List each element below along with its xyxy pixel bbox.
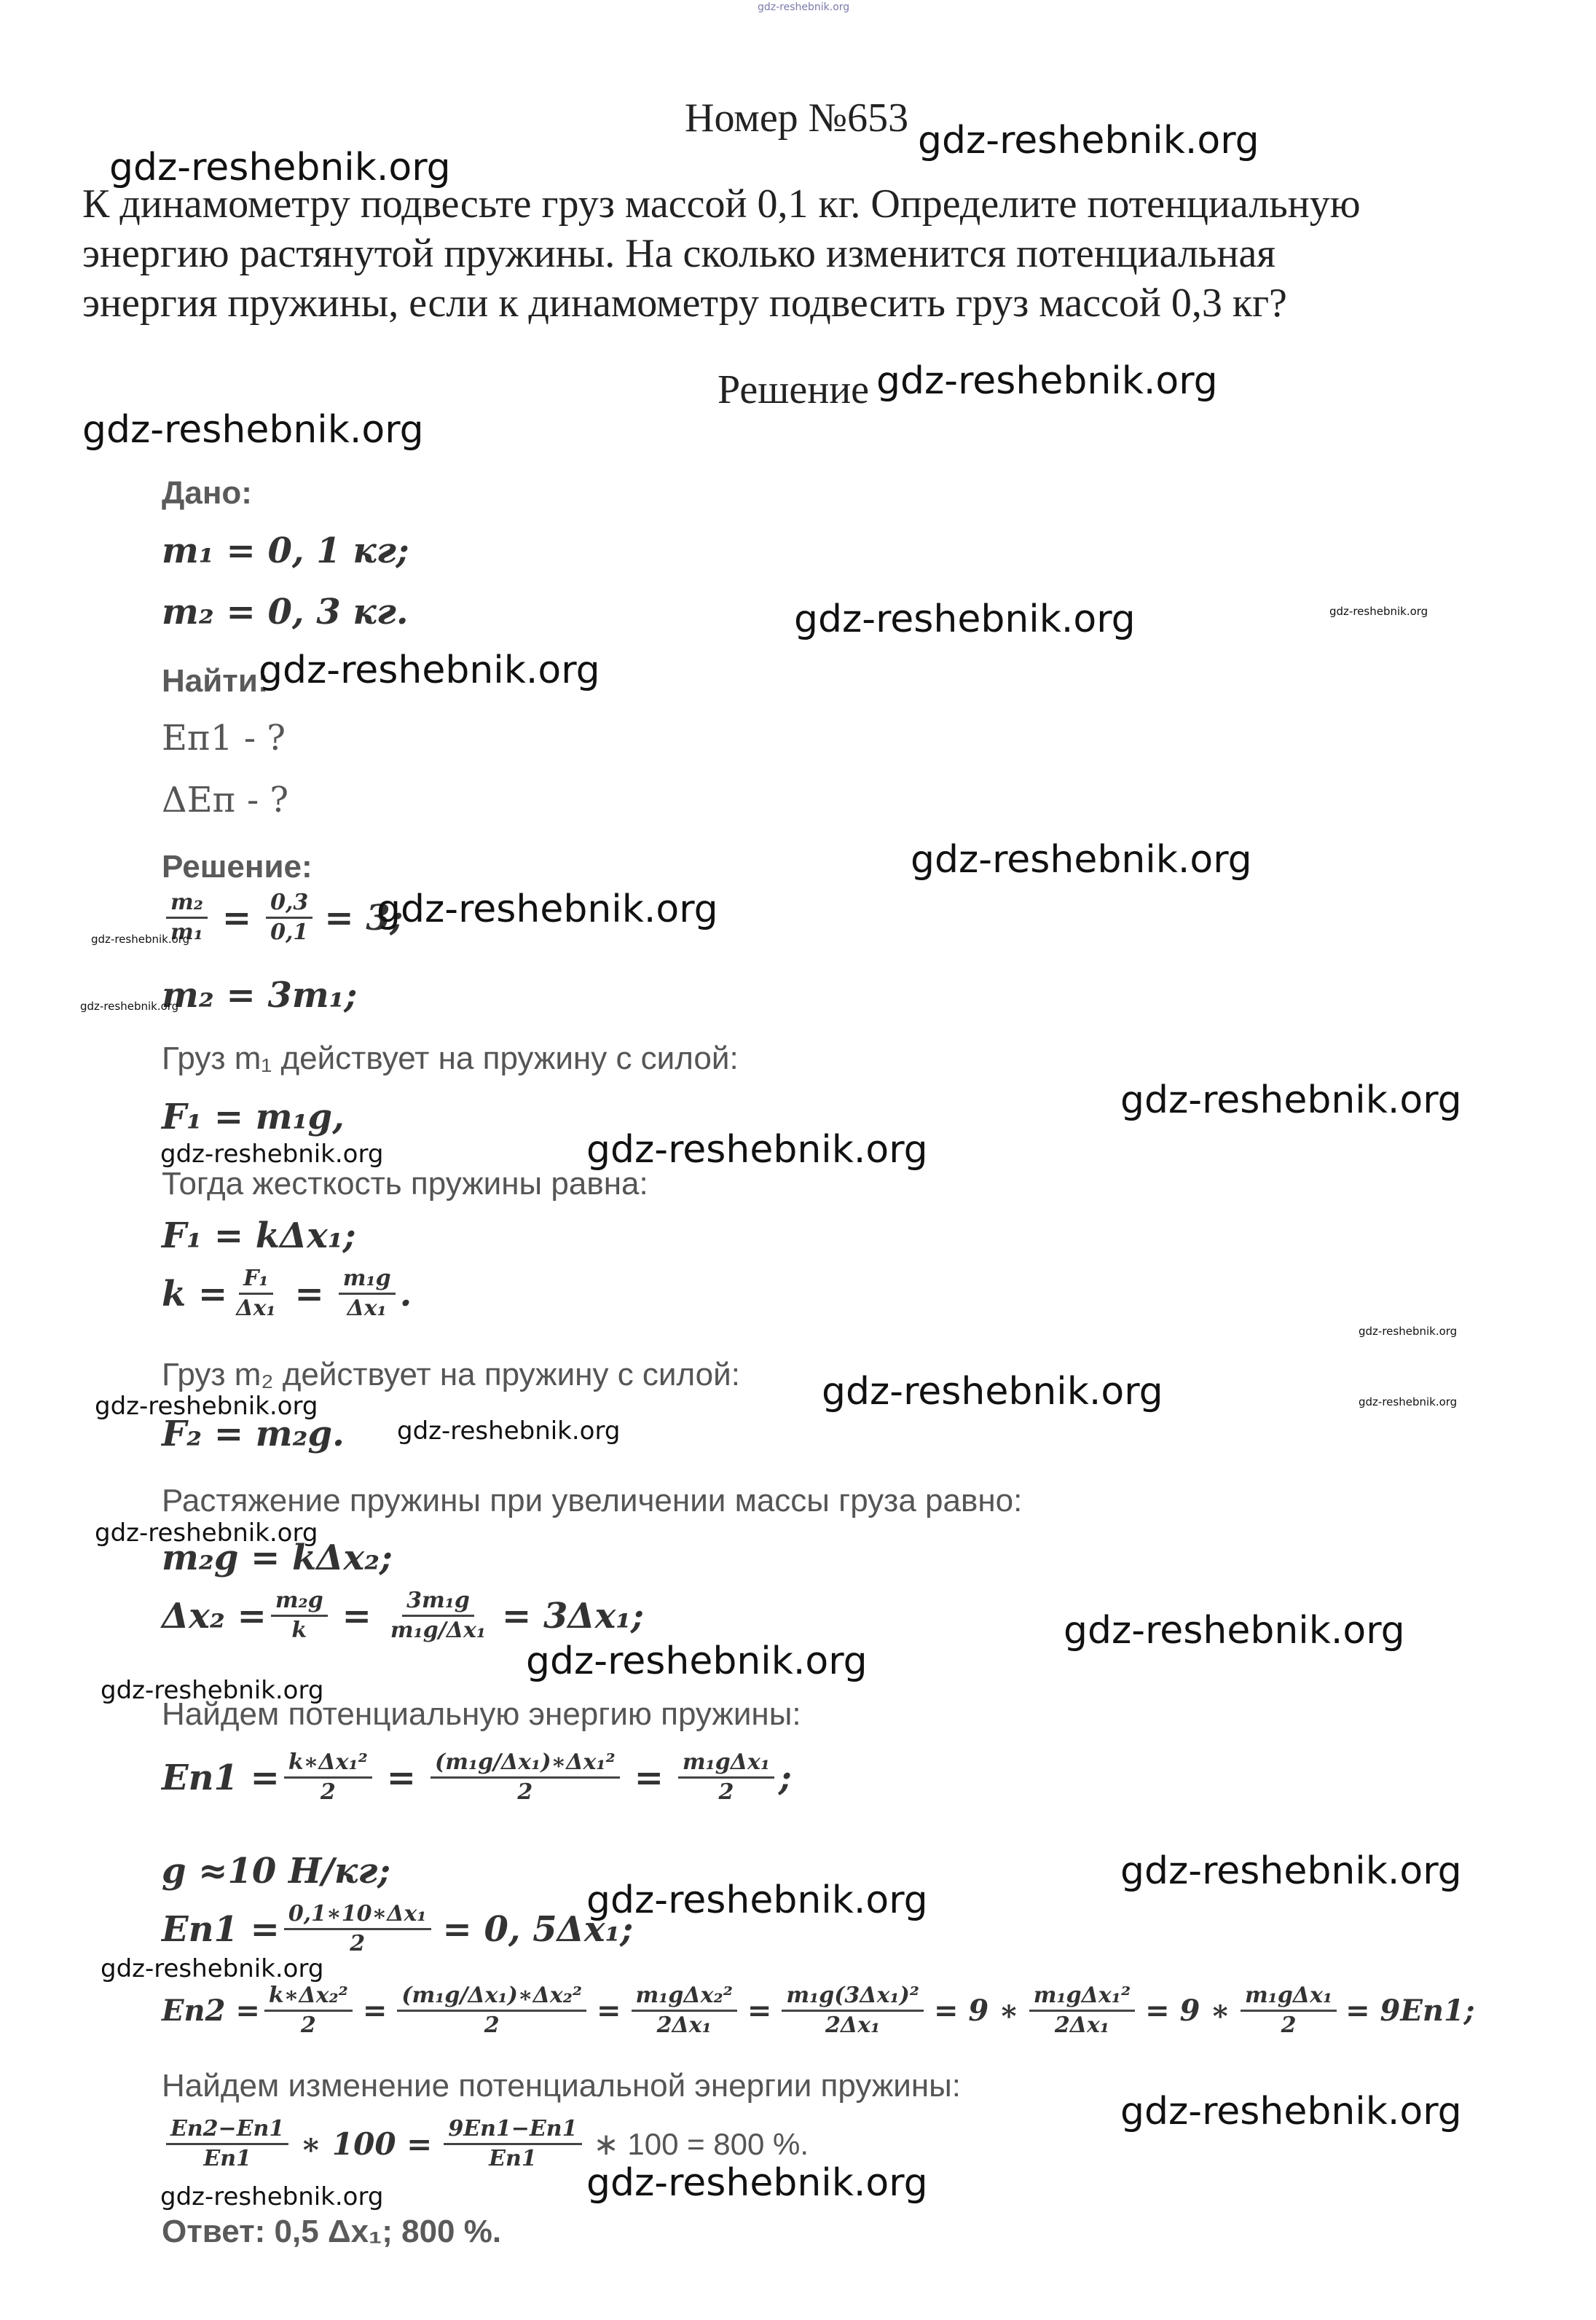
e1-equation: Eп1 = $\frac{\text{k∗Δx₁²}}{2}$ = $\frac{\text{(m₁g/Δx₁)∗Δx₁²}}{2}$ = $\frac{\text{m₁gΔx₁}}{2}$ ; bbox=[162, 1749, 792, 1805]
watermark: gdz-reshebnik.org bbox=[95, 1392, 318, 1421]
k-fraction-1: $\frac{\text{F₁}}{\text{Δx₁}}$ bbox=[236, 1266, 276, 1321]
ratio-equation: $\frac{\text{m₂}}{\text{m₁}}$ = $\frac{0,3}{0,1}$ = 3; bbox=[162, 890, 403, 945]
watermark: gdz-reshebnik.org bbox=[80, 1000, 179, 1013]
watermark: gdz-reshebnik.org bbox=[91, 933, 190, 946]
watermark: gdz-reshebnik.org bbox=[1064, 1609, 1405, 1653]
watermark: gdz-reshebnik.org bbox=[586, 1878, 928, 1922]
watermark: gdz-reshebnik.org bbox=[82, 408, 424, 452]
watermark: gdz-reshebnik.org bbox=[101, 1676, 324, 1705]
answer: Ответ: 0,5 Δx₁; 800 %. bbox=[162, 2214, 502, 2249]
e1-fraction-1: $\frac{\text{k∗Δx₁²}}{2}$ bbox=[284, 1750, 372, 1805]
watermark: gdz-reshebnik.org bbox=[109, 146, 451, 189]
find-e1: Eп1 - ? bbox=[162, 718, 286, 759]
text-stiffness: Тогда жесткость пружины равна: bbox=[162, 1166, 648, 1202]
solution-label: Решение: bbox=[162, 849, 312, 885]
problem-line-1: К динамометру подвесьте груз массой 0,1 кг. Определите потенциальную bbox=[82, 181, 1361, 227]
watermark: gdz-reshebnik.org bbox=[1329, 605, 1428, 618]
watermark: gdz-reshebnik.org bbox=[822, 1370, 1163, 1414]
e1-fraction-3: $\frac{\text{m₁gΔx₁}}{2}$ bbox=[678, 1750, 774, 1805]
watermark: gdz-reshebnik.org bbox=[794, 597, 1136, 641]
top-watermark: gdz-reshebnik.org bbox=[758, 1, 850, 13]
change-fraction-2: $\frac{9Eп1-Eп1}{Eп1}$ bbox=[444, 2117, 581, 2171]
page-title: Номер №653 bbox=[685, 95, 909, 141]
e2-fraction-3: $\frac{\text{m₁gΔx₂²}}{\text{2Δx₁}}$ bbox=[632, 1983, 737, 2038]
f1-equation: F₁ = m₁g, bbox=[162, 1097, 345, 1137]
e1-value-fraction: $\frac{\text{0,1∗10∗Δx₁}}{2}$ bbox=[284, 1902, 431, 1956]
ratio-fraction-2: $\frac{0,3}{0,1}$ bbox=[266, 890, 312, 945]
dx2-equation: Δx₂ = $\frac{\text{m₂g}}{k}$ = $\frac{\text{3m₁g}}{\text{m₁g/Δx₁}}$ = 3Δx₁; bbox=[162, 1588, 644, 1643]
given-m2: m₂ = 0, 3 кг. bbox=[162, 592, 409, 632]
dx2-fraction-2: $\frac{\text{3m₁g}}{\text{m₁g/Δx₁}}$ bbox=[390, 1588, 487, 1643]
watermark: gdz-reshebnik.org bbox=[397, 1416, 621, 1446]
k-fraction-2: $\frac{\text{m₁g}}{\text{Δx₁}}$ bbox=[339, 1266, 396, 1321]
watermark: gdz-reshebnik.org bbox=[1120, 1849, 1462, 1893]
problem-line-2: энергию растянутой пружины. На сколько изменится потенциальная bbox=[82, 231, 1276, 276]
text-force-2: Груз m₂ действует на пружину с силой: bbox=[162, 1357, 740, 1392]
e2-fraction-6: $\frac{\text{m₁gΔx₁}}{2}$ bbox=[1241, 1983, 1337, 2038]
text-energy: Найдем потенциальную энергию пружины: bbox=[162, 1696, 801, 1732]
watermark: gdz-reshebnik.org bbox=[160, 1140, 384, 1169]
watermark: gdz-reshebnik.org bbox=[259, 648, 600, 692]
watermark: gdz-reshebnik.org bbox=[160, 2182, 384, 2211]
watermark: gdz-reshebnik.org bbox=[1359, 1325, 1458, 1338]
watermark: gdz-reshebnik.org bbox=[1120, 2090, 1462, 2133]
given-m1: m₁ = 0, 1 кг; bbox=[162, 530, 409, 571]
g-value: g ≈10 Н/кг; bbox=[162, 1851, 391, 1892]
m2-equation: m₂ = 3m₁; bbox=[162, 975, 358, 1016]
watermark: gdz-reshebnik.org bbox=[95, 1518, 318, 1548]
given-label: Дано: bbox=[162, 475, 252, 511]
problem-text bbox=[82, 179, 1361, 328]
find-label: Найти: bbox=[162, 663, 269, 699]
f1-k-equation: F₁ = kΔx₁; bbox=[162, 1215, 356, 1256]
e2-fraction-5: $\frac{\text{m₁gΔx₁²}}{\text{2Δx₁}}$ bbox=[1029, 1983, 1135, 2038]
e1-fraction-2: $\frac{\text{(m₁g/Δx₁)∗Δx₁²}}{2}$ bbox=[431, 1750, 620, 1805]
watermark: gdz-reshebnik.org bbox=[911, 838, 1252, 882]
m2g-equation: m₂g = kΔx₂; bbox=[162, 1537, 393, 1578]
e1-value-equation: Eп1 = $\frac{\text{0,1∗10∗Δx₁}}{2}$ = 0, 5Δx₁; bbox=[162, 1901, 634, 1956]
problem-line-3: энергия пружины, если к динамометру подвесить груз массой 0,3 кг? bbox=[82, 281, 1287, 326]
watermark: gdz-reshebnik.org bbox=[101, 1954, 324, 1983]
solution-heading: Решение bbox=[718, 367, 870, 412]
watermark: gdz-reshebnik.org bbox=[586, 1128, 928, 1172]
watermark: gdz-reshebnik.org bbox=[918, 119, 1259, 162]
watermark: gdz-reshebnik.org bbox=[586, 2161, 928, 2205]
find-de: ΔEп - ? bbox=[162, 780, 289, 820]
text-change: Найдем изменение потенциальной энергии пружины: bbox=[162, 2068, 962, 2104]
e2-fraction-1: $\frac{\text{k∗Δx₂²}}{2}$ bbox=[264, 1983, 353, 2038]
watermark: gdz-reshebnik.org bbox=[1120, 1078, 1462, 1122]
k-equation: k = $\frac{\text{F₁}}{\text{Δx₁}}$ = $\frac{\text{m₁g}}{\text{Δx₁}}$ . bbox=[162, 1266, 412, 1321]
watermark: gdz-reshebnik.org bbox=[377, 887, 718, 931]
watermark: gdz-reshebnik.org bbox=[876, 359, 1218, 403]
change-equation: $\frac{Eп2-Eп1}{Eп1}$ ∗ 100 = $\frac{9Eп1-Eп1}{Eп1}$ ∗ 100 = 800 %. bbox=[162, 2117, 809, 2171]
e2-fraction-4: $\frac{\text{m₁g(3Δx₁)²}}{\text{2Δx₁}}$ bbox=[782, 1983, 924, 2038]
watermark: gdz-reshebnik.org bbox=[526, 1639, 868, 1683]
f2-equation: F₂ = m₂g. bbox=[162, 1414, 345, 1454]
e2-equation: Eп2 = $\frac{\text{k∗Δx₂²}}{2}$ = $\frac{\text{(m₁g/Δx₁)∗Δx₂²}}{2}$ = $\frac{\text{m₁gΔx₂²}}{\text{2Δx₁}}$ = $\frac{\text{m₁g(3Δx₁)²}}{\text{2Δx₁}}$ = 9 ∗ $\frac{\text{m₁gΔx₁²}}{\text{2Δx₁}}$ = 9 ∗ $\frac{\text{m₁gΔx₁}}{2}$ = 9Eп1; bbox=[162, 1983, 1475, 2038]
change-fraction-1: $\frac{Eп2-Eп1}{Eп1}$ bbox=[166, 2117, 288, 2171]
ratio-fraction-1: $\frac{\text{m₂}}{\text{m₁}}$ bbox=[166, 890, 208, 945]
text-stretch: Растяжение пружины при увеличении массы груза равно: bbox=[162, 1483, 1023, 1518]
e2-fraction-2: $\frac{\text{(m₁g/Δx₁)∗Δx₂²}}{2}$ bbox=[397, 1983, 586, 2038]
dx2-fraction-1: $\frac{\text{m₂g}}{k}$ bbox=[271, 1588, 328, 1643]
text-force-1: Груз m₁ действует на пружину с силой: bbox=[162, 1041, 739, 1076]
watermark: gdz-reshebnik.org bbox=[1359, 1395, 1458, 1408]
